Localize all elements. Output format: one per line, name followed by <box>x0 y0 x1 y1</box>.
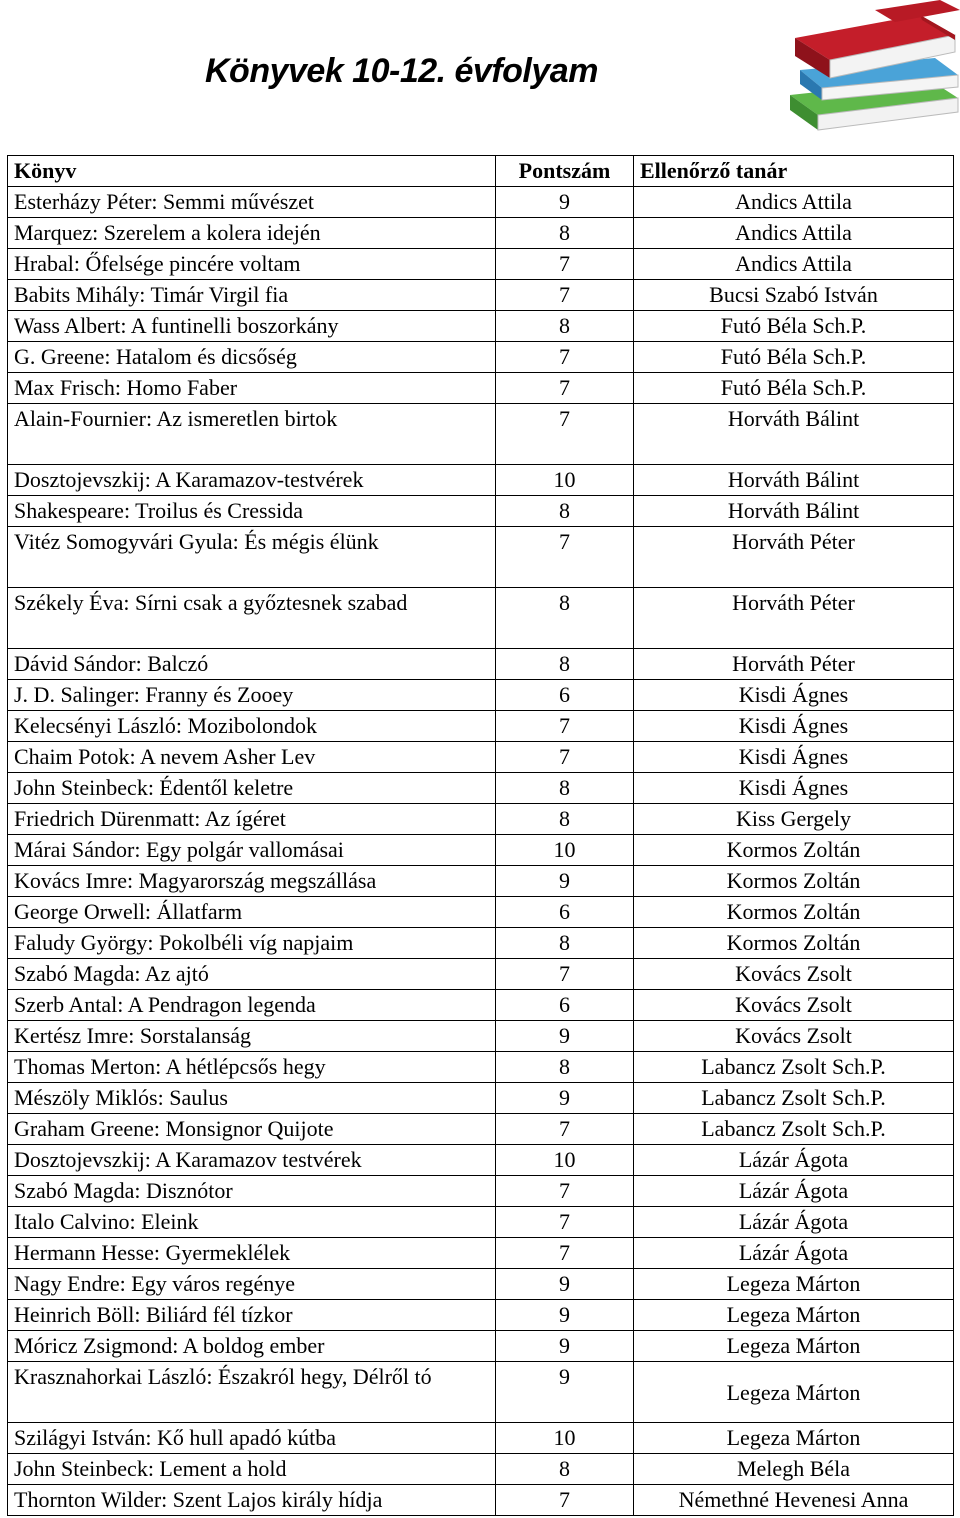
book-cell: Dávid Sándor: Balczó <box>8 649 496 680</box>
points-cell: 9 <box>496 1269 634 1300</box>
points-cell: 8 <box>496 928 634 959</box>
table-row <box>8 496 954 527</box>
book-cell: Marquez: Szerelem a kolera idején <box>8 218 496 249</box>
book-cell: Kovács Imre: Magyarország megszállása <box>8 866 496 897</box>
book-cell: George Orwell: Állatfarm <box>8 897 496 928</box>
table-row <box>8 928 954 959</box>
book-cell: G. Greene: Hatalom és dicsőség <box>8 342 496 373</box>
points-cell: 7 <box>496 1176 634 1207</box>
table-row <box>8 773 954 804</box>
table-row <box>8 1485 954 1516</box>
table-row <box>8 187 954 218</box>
points-cell: 10 <box>496 1145 634 1176</box>
table-row <box>8 959 954 990</box>
points-cell: 9 <box>496 866 634 897</box>
table-row <box>8 342 954 373</box>
column-header-teacher: Ellenőrző tanár <box>634 156 954 187</box>
teacher-cell: Legeza Márton <box>634 1300 954 1331</box>
table-row <box>8 742 954 773</box>
teacher-cell: Lázár Ágota <box>634 1145 954 1176</box>
teacher-cell: Lázár Ágota <box>634 1238 954 1269</box>
teacher-cell: Melegh Béla <box>634 1454 954 1485</box>
table-row <box>8 311 954 342</box>
book-cell: Thornton Wilder: Szent Lajos király hídja <box>8 1485 496 1516</box>
table-row <box>8 680 954 711</box>
points-cell: 7 <box>496 527 634 588</box>
teacher-cell: Lázár Ágota <box>634 1176 954 1207</box>
teacher-cell: Kisdi Ágnes <box>634 742 954 773</box>
book-cell: J. D. Salinger: Franny és Zooey <box>8 680 496 711</box>
points-cell: 7 <box>496 342 634 373</box>
points-cell: 7 <box>496 373 634 404</box>
book-cell: Esterházy Péter: Semmi művészet <box>8 187 496 218</box>
book-cell: Friedrich Dürenmatt: Az ígéret <box>8 804 496 835</box>
table-row <box>8 866 954 897</box>
book-cell: Chaim Potok: A nevem Asher Lev <box>8 742 496 773</box>
table-row <box>8 711 954 742</box>
table-row <box>8 1331 954 1362</box>
table-row <box>8 1083 954 1114</box>
points-cell: 7 <box>496 711 634 742</box>
points-cell: 8 <box>496 311 634 342</box>
teacher-cell: Kisdi Ágnes <box>634 711 954 742</box>
column-header-book: Könyv <box>8 156 496 187</box>
book-cell: Kertész Imre: Sorstalanság <box>8 1021 496 1052</box>
teacher-cell: Futó Béla Sch.P. <box>634 373 954 404</box>
page-title: Könyvek 10-12. évfolyam <box>205 52 598 90</box>
teacher-cell: Andics Attila <box>634 249 954 280</box>
book-cell: Krasznahorkai László: Északról hegy, Délről tó <box>8 1362 496 1423</box>
teacher-cell: Legeza Márton <box>634 1269 954 1300</box>
points-cell: 7 <box>496 959 634 990</box>
points-cell: 9 <box>496 1331 634 1362</box>
book-cell: Italo Calvino: Eleink <box>8 1207 496 1238</box>
table-row <box>8 1454 954 1485</box>
book-cell: John Steinbeck: Lement a hold <box>8 1454 496 1485</box>
points-cell: 8 <box>496 1454 634 1485</box>
teacher-cell: Horváth Bálint <box>634 404 954 465</box>
table-row <box>8 1114 954 1145</box>
teacher-cell: Kormos Zoltán <box>634 835 954 866</box>
teacher-cell: Labancz Zsolt Sch.P. <box>634 1083 954 1114</box>
teacher-cell: Némethné Hevenesi Anna <box>634 1485 954 1516</box>
book-cell: Babits Mihály: Timár Virgil fia <box>8 280 496 311</box>
points-cell: 7 <box>496 1207 634 1238</box>
points-cell: 7 <box>496 1114 634 1145</box>
book-cell: Hrabal: Őfelsége pincére voltam <box>8 249 496 280</box>
teacher-cell: Kovács Zsolt <box>634 1021 954 1052</box>
book-cell: Faludy György: Pokolbéli víg napjaim <box>8 928 496 959</box>
table-row <box>8 404 954 465</box>
points-cell: 9 <box>496 187 634 218</box>
points-cell: 7 <box>496 1238 634 1269</box>
table-row <box>8 1052 954 1083</box>
teacher-cell: Legeza Márton <box>634 1423 954 1454</box>
teacher-cell: Kovács Zsolt <box>634 990 954 1021</box>
teacher-cell: Kisdi Ágnes <box>634 680 954 711</box>
book-cell: Wass Albert: A funtinelli boszorkány <box>8 311 496 342</box>
table-row <box>8 280 954 311</box>
teacher-cell: Horváth Péter <box>634 527 954 588</box>
teacher-cell: Andics Attila <box>634 187 954 218</box>
book-cell: John Steinbeck: Édentől keletre <box>8 773 496 804</box>
book-cell: Max Frisch: Homo Faber <box>8 373 496 404</box>
book-cell: Nagy Endre: Egy város regénye <box>8 1269 496 1300</box>
stacked-books-icon <box>780 0 960 140</box>
table-row <box>8 804 954 835</box>
points-cell: 6 <box>496 680 634 711</box>
teacher-cell: Legeza Márton <box>634 1331 954 1362</box>
teacher-cell: Bucsi Szabó István <box>634 280 954 311</box>
books-table <box>7 155 954 1516</box>
points-cell: 7 <box>496 1485 634 1516</box>
points-cell: 9 <box>496 1362 634 1423</box>
points-cell: 9 <box>496 1021 634 1052</box>
table-row <box>8 527 954 588</box>
book-cell: Móricz Zsigmond: A boldog ember <box>8 1331 496 1362</box>
table-row <box>8 218 954 249</box>
book-cell: Szabó Magda: Az ajtó <box>8 959 496 990</box>
table-row <box>8 465 954 496</box>
teacher-cell: Horváth Bálint <box>634 496 954 527</box>
book-cell: Graham Greene: Monsignor Quijote <box>8 1114 496 1145</box>
teacher-cell: Kormos Zoltán <box>634 897 954 928</box>
table-row <box>8 1021 954 1052</box>
teacher-cell: Kormos Zoltán <box>634 866 954 897</box>
book-cell: Kelecsényi László: Mozibolondok <box>8 711 496 742</box>
teacher-cell: Horváth Bálint <box>634 465 954 496</box>
teacher-cell: Labancz Zsolt Sch.P. <box>634 1114 954 1145</box>
teacher-cell: Legeza Márton <box>634 1362 954 1423</box>
points-cell: 6 <box>496 990 634 1021</box>
book-cell: Shakespeare: Troilus és Cressida <box>8 496 496 527</box>
book-cell: Heinrich Böll: Biliárd fél tízkor <box>8 1300 496 1331</box>
column-header-points: Pontszám <box>496 156 634 187</box>
book-cell: Szabó Magda: Disznótor <box>8 1176 496 1207</box>
table-row <box>8 588 954 649</box>
points-cell: 8 <box>496 218 634 249</box>
book-cell: Székely Éva: Sírni csak a győztesnek szabad <box>8 588 496 649</box>
table-row <box>8 1362 954 1423</box>
points-cell: 9 <box>496 1083 634 1114</box>
teacher-cell: Futó Béla Sch.P. <box>634 342 954 373</box>
points-cell: 8 <box>496 804 634 835</box>
table-row <box>8 897 954 928</box>
points-cell: 7 <box>496 742 634 773</box>
book-cell: Vitéz Somogyvári Gyula: És mégis élünk <box>8 527 496 588</box>
table-row <box>8 1238 954 1269</box>
table-row <box>8 835 954 866</box>
book-cell: Szilágyi István: Kő hull apadó kútba <box>8 1423 496 1454</box>
points-cell: 7 <box>496 280 634 311</box>
points-cell: 8 <box>496 588 634 649</box>
table-row <box>8 249 954 280</box>
points-cell: 8 <box>496 496 634 527</box>
book-cell: Dosztojevszkij: A Karamazov testvérek <box>8 1145 496 1176</box>
teacher-cell: Kisdi Ágnes <box>634 773 954 804</box>
points-cell: 9 <box>496 1300 634 1331</box>
table-header-row <box>8 156 954 187</box>
points-cell: 8 <box>496 773 634 804</box>
table-row <box>8 1176 954 1207</box>
table-row <box>8 1300 954 1331</box>
teacher-cell: Kovács Zsolt <box>634 959 954 990</box>
teacher-cell: Lázár Ágota <box>634 1207 954 1238</box>
teacher-cell: Horváth Péter <box>634 649 954 680</box>
teacher-cell: Labancz Zsolt Sch.P. <box>634 1052 954 1083</box>
table-row <box>8 1207 954 1238</box>
points-cell: 10 <box>496 1423 634 1454</box>
points-cell: 7 <box>496 249 634 280</box>
table-body <box>8 187 954 1516</box>
book-cell: Alain-Fournier: Az ismeretlen birtok <box>8 404 496 465</box>
points-cell: 8 <box>496 1052 634 1083</box>
book-cell: Dosztojevszkij: A Karamazov-testvérek <box>8 465 496 496</box>
points-cell: 8 <box>496 649 634 680</box>
table-row <box>8 373 954 404</box>
table-row <box>8 649 954 680</box>
teacher-cell: Andics Attila <box>634 218 954 249</box>
table-row <box>8 1145 954 1176</box>
book-cell: Mészöly Miklós: Saulus <box>8 1083 496 1114</box>
teacher-cell: Kiss Gergely <box>634 804 954 835</box>
points-cell: 6 <box>496 897 634 928</box>
book-cell: Thomas Merton: A hétlépcsős hegy <box>8 1052 496 1083</box>
book-cell: Hermann Hesse: Gyermeklélek <box>8 1238 496 1269</box>
book-cell: Márai Sándor: Egy polgár vallomásai <box>8 835 496 866</box>
points-cell: 10 <box>496 465 634 496</box>
points-cell: 7 <box>496 404 634 465</box>
table-row <box>8 1269 954 1300</box>
points-cell: 10 <box>496 835 634 866</box>
table-row <box>8 990 954 1021</box>
teacher-cell: Futó Béla Sch.P. <box>634 311 954 342</box>
book-cell: Szerb Antal: A Pendragon legenda <box>8 990 496 1021</box>
teacher-cell: Kormos Zoltán <box>634 928 954 959</box>
teacher-cell: Horváth Péter <box>634 588 954 649</box>
table-row <box>8 1423 954 1454</box>
